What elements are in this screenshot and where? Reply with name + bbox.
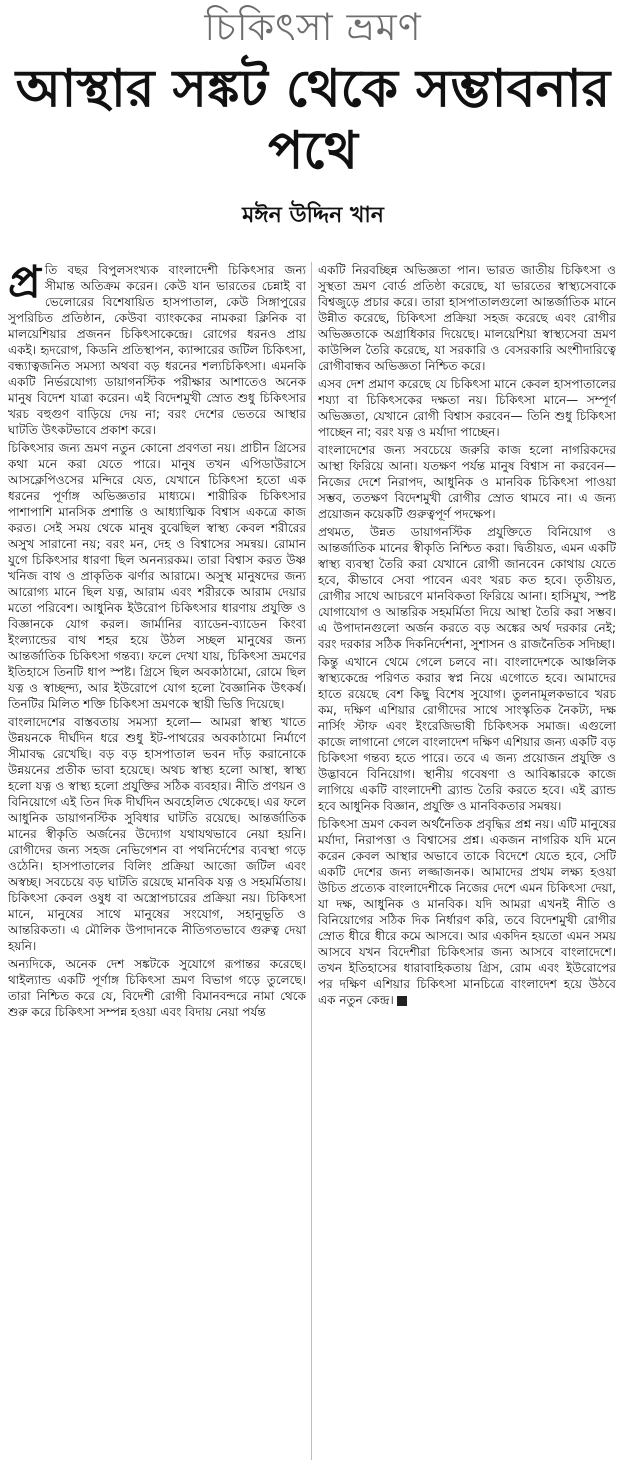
paragraph: অন্যদিকে, অনেক দেশ সঙ্কটকে সুযোগে রূপান্তর করেছে। থাইল্যান্ড একটি পূর্ণাঙ্গ চিকিৎসা ভ্রমণ বিভাগ গড়ে তুলেছে। তারা নিশ্চিত করে যে, বিদেশী রোগী বিমানবন্দরে নামা থেকে শুরু করে চিকিৎসা সম্পন্ন হওয়া এবং বিদায় নেয়া পর্যন্ত [8,957,306,1019]
paragraph: এসব দেশ প্রমাণ করেছে যে চিকিৎসা মানে কেবল হাসপাতালের শয্যা বা চিকিৎসকের দক্ষতা নয়। চিকিৎসা মানে— সম্পূর্ণ অভিজ্ঞতা, যেখানে রোগী বিশ্বাস করবেন— তিনি শুধু চিকিৎসা পাচ্ছেন না; বরং যত্ন ও মর্যাদা পাচ্ছেন। [318,377,616,439]
drop-cap: প্র [8,262,41,308]
paragraph: একটি নিরবচ্ছিন্ন অভিজ্ঞতা পান। ভারত জাতীয় চিকিৎসা ও সুস্থতা ভ্রমণ বোর্ড প্রতিষ্ঠা করেছে, যা ভারতের স্বাস্থ্যসেবাকে বিশ্বজুড়ে প্রচার করে। তারা হাসপাতালগুলো আন্তর্জাতিক মানে উন্নীত করেছে, চিকিৎসা প্রক্রিয়া সহজ করেছে এবং রোগীর অভিজ্ঞতাকে অগ্রাধিকার দিয়েছে। মালয়েশিয়া স্বাস্থ্যসেবা ভ্রমণ কাউন্সিল তৈরি করেছে, যা সরকারি ও বেসরকারি অংশীদারিত্বে রোগীবান্ধব অভিজ্ঞতা নিশ্চিত করে। [318,263,616,373]
paragraph: বাংলাদেশের বাস্তবতায় সমস্যা হলো— আমরা স্বাস্থ্য খাতে উন্নয়নকে দীর্ঘদিন ধরে শুধু ইট-পাথরের অবকাঠামো নির্মাণে সীমাবদ্ধ রেখেছি। বড় বড় হাসপাতাল ভবন দাঁড় করানোকে উন্নয়নের প্রতীক ভাবা হয়েছে। অথচ স্বাস্থ্য হলো আস্থা, স্বাস্থ্য হলো যত্ন ও স্বাস্থ্য হলো প্রযুক্তির সঠিক ব্যবহার। নীতি প্রণয়ন ও বিনিয়োগে এই তিন দিক দীর্ঘদিন অবহেলিত থেকেছে। এর ফলে আধুনিক ডায়াগনস্টিক সুবিধার ঘাটতি রয়েছে। আন্তর্জাতিক মানের স্বীকৃতি অর্জনের উদ্যোগ যথাযথভাবে নেয়া হয়নি। রোগীদের জন্য সহজ নেভিগেশন বা পথনির্দেশের ব্যবস্থা গড়ে ওঠেনি। হাসপাতালের বিলিং প্রক্রিয়া আজো জটিল এবং অস্বচ্ছ। সবচেয়ে বড় ঘাটতি রয়েছে মানবিক যত্ন ও সহমর্মিতায়। চিকিৎসা কেবল ওষুধ বা অস্ত্রোপচারের প্রক্রিয়া নয়। চিকিৎসা মানে, মানুষের সাথে মানুষের সংযোগ, সহানুভূতি ও আন্তরিকতা। এ মৌলিক উপাদানকে নীতিগতভাবে গুরুত্ব দেয়া হয়নি। [8,715,306,953]
section-kicker: চিকিৎসা ভ্রমণ [204,5,422,49]
paragraph-text: তি বছর বিপুলসংখ্যক বাংলাদেশী চিকিৎসার জন্য সীমান্ত অতিক্রম করেন। কেউ যান ভারতের চেন্নাই বা ভেলোরের বিশেষায়িত হাসপাতাল, কেউ সিঙ্গাপুরের সুপরিচিত প্রতিষ্ঠান, কেউবা ব্যাংককের নামকরা ক্লিনিক বা মালয়েশিয়ার প্রজনন চিকিৎসাকেন্দ্রে। রোগের ধরনও প্রায় একই। হৃদরোগ, কিডনি প্রতিস্থাপন, ক্যান্সারের জটিল চিকিৎসা, বন্ধ্যাত্বজনিত সমস্যা অথবা বড় ধরনের শল্যচিকিৎসা। এমনকি একটি নির্ভরযোগ্য ডায়াগনস্টিক পরীক্ষার আশাতেও অনেক মানুষ বিদেশ যাত্রা করেন। এই বিদেশমুখী স্রোত শুধু চিকিৎসার খরচ বহুগুণ বাড়িয়ে দেয় না; বরং দেশের ভেতরে আস্থার ঘাটতি উৎকটভাবে প্রকাশ করে। [8,263,306,437]
right-column [318,262,616,1462]
end-mark-icon [397,996,407,1006]
paragraph-text: চিকিৎসা ভ্রমণ কেবল অর্থনৈতিক প্রবৃদ্ধির প্রশ্ন নয়। এটি মানুষের মর্যাদা, নিরাপত্তা ও বিশ্বাসের প্রশ্ন। একজন নাগরিক যদি মনে করেন কেবল আস্থার অভাবে তাকে বিদেশে যেতে হবে, সেটি একটি দেশের জন্য লজ্জাজনক। আমাদের প্রথম লক্ষ্য হওয়া উচিত প্রত্যেক বাংলাদেশীকে নিজের দেশে এমন চিকিৎসা দেয়া, যা দক্ষ, আধুনিক ও মানবিক। যদি আমরা এখনই নীতি ও বিনিয়োগের সঠিক দিক নির্ধারণ করি, তবে বিদেশমুখী রোগীর স্রোত ধীরে ধীরে কমে আসবে। আর একদিন হয়তো এমন সময় আসবে যখন বিদেশীরা চিকিৎসার জন্য আসবে বাংলাদেশে। তখন ইতিহাসের ধারাবাহিকতায় গ্রিস, রোম এবং ইউরোপের পর দক্ষিণ এশিয়ার চিকিৎসা মানচিত্রে বাংলাদেশ হয়ে উঠবে এক নতুন কেন্দ্র। [318,817,616,1007]
headline: আস্থার সঙ্কট থেকে সম্ভাবনার পথে [15,59,611,181]
left-column [8,262,306,1462]
column-divider [311,262,312,1460]
byline: মঈন উদ্দিন খান [242,203,384,228]
paragraph: প্রথমত, উন্নত ডায়াগনস্টিক প্রযুক্তিতে বিনিয়োগ ও আন্তর্জাতিক মানের স্বীকৃতি নিশ্চিত করা। দ্বিতীয়ত, এমন একটি স্বাস্থ্য ব্যবস্থা তৈরি করা যেখানে রোগী জানবেন কোথায় যেতে হবে, কীভাবে সেবা পাবেন এবং খরচ কত হবে। তৃতীয়ত, রোগীর সাথে আচরণে মানবিকতা ফিরিয়ে আনা। হাসিমুখ, স্পষ্ট যোগাযোগ ও আন্তরিক সহমর্মিতা দিয়ে আস্থা তৈরি করা সম্ভব। এ উপাদানগুলো অর্জন করতে বড় অঙ্কের অর্থ দরকার নেই; বরং দরকার সঠিক দিকনির্দেশনা, সুশাসন ও রাজনৈতিক সদিচ্ছা। [318,525,616,651]
paragraph [8,262,306,438]
paragraph: চিকিৎসার জন্য ভ্রমণ নতুন কোনো প্রবণতা নয়। প্রাচীন গ্রিসের কথা মনে করা যেতে পারে। মানুষ তখন এপিডাউরাসে আসক্লেপিওসের মন্দিরে যেত, যেখানে চিকিৎসা হতো এক ধরনের পূর্ণাঙ্গ অভিজ্ঞতার মাধ্যমে। শারীরিক চিকিৎসার পাশাপাশি মানসিক প্রশান্তি ও আধ্যাত্মিক বিশ্বাস একত্রে কাজ করত। সেই সময় থেকে মানুষ বুঝেছিল স্বাস্থ্য কেবল শরীরের অসুখ সারানো নয়; বরং মন, দেহ ও বিশ্বাসের সমন্বয়। রোমান যুগে চিকিৎসার ধারণা ছিল অনন্যরকম। তারা বিশ্বাস করত উষ্ণ খনিজ বাথ ও প্রাকৃতিক ঝর্ণার আরামে। অসুস্থ মানুষদের জন্য আরোগ্য মানে ছিল যত্ন, আরাম এবং শরীরকে আরাম দেয়ার মতো পরিবেশ। আধুনিক ইউরোপ চিকিৎসার ধারণায় প্রযুক্তি ও বিজ্ঞানকে যোগ করল। জার্মানির ব্যাডেন-ব্যাডেন কিংবা ইংল্যান্ডের বাথ শহর হয়ে উঠল সচ্ছল মানুষের জন্য আন্তর্জাতিক চিকিৎসা গন্তব্য। ফলে দেখা যায়, চিকিৎসা ভ্রমণের ইতিহাসে তিনটি ধাপ স্পষ্ট। গ্রিসে ছিল অবকাঠামো, রোমে ছিল যত্ন ও স্বাচ্ছন্দ্য, আর ইউরোপে যোগ হলো বৈজ্ঞানিক উৎকর্ষ। তিনটির মিলিত শক্তি চিকিৎসা ভ্রমণকে স্থায়ী ভিত্তি দিয়েছে। [8,441,306,711]
article-header [0,0,626,255]
paragraph [318,816,616,1008]
paragraph: কিন্তু এখানে থেমে গেলে চলবে না। বাংলাদেশকে আঞ্চলিক স্বাস্থ্যকেন্দ্রে পরিণত করার স্বপ্ন নিয়ে এগোতে হবে। আমাদের হাতে রয়েছে বেশ কিছু বিশেষ সুযোগ। তুলনামূলকভাবে খরচ কম, দক্ষিণ এশিয়ার রোগীদের সাথে সাংস্কৃতিক নৈকট্য, দক্ষ নার্সিং স্টাফ এবং ইংরেজিভাষী চিকিৎসক সমাজ। এগুলো কাজে লাগানো গেলে বাংলাদেশ দক্ষিণ এশিয়ার জন্য একটি বড় চিকিৎসা গন্তব্য হতে পারে। তবে এ জন্য প্রয়োজন প্রযুক্তি ও উদ্ভাবনে বিনিয়োগ। স্থানীয় গবেষণা ও আবিষ্কারকে কাজে লাগিয়ে একটি বাংলাদেশী ব্র্যান্ড তৈরি করতে হবে। এই ব্র্যান্ড হবে আধুনিক বিজ্ঞান, প্রযুক্তি ও মানবিকতার সমন্বয়। [318,655,616,813]
paragraph: বাংলাদেশের জন্য সবচেয়ে জরুরি কাজ হলো নাগরিকদের আস্থা ফিরিয়ে আনা। যতক্ষণ পর্যন্ত মানুষ বিশ্বাস না করবেন— নিজের দেশে নিরাপদ, আধুনিক ও মানবিক চিকিৎসা পাওয়া সম্ভব, ততক্ষণ বিদেশমুখী রোগীর স্রোত থামবে না। এ জন্য প্রয়োজন কয়েকটি গুরুত্বপূর্ণ পদক্ষেপ। [318,443,616,521]
